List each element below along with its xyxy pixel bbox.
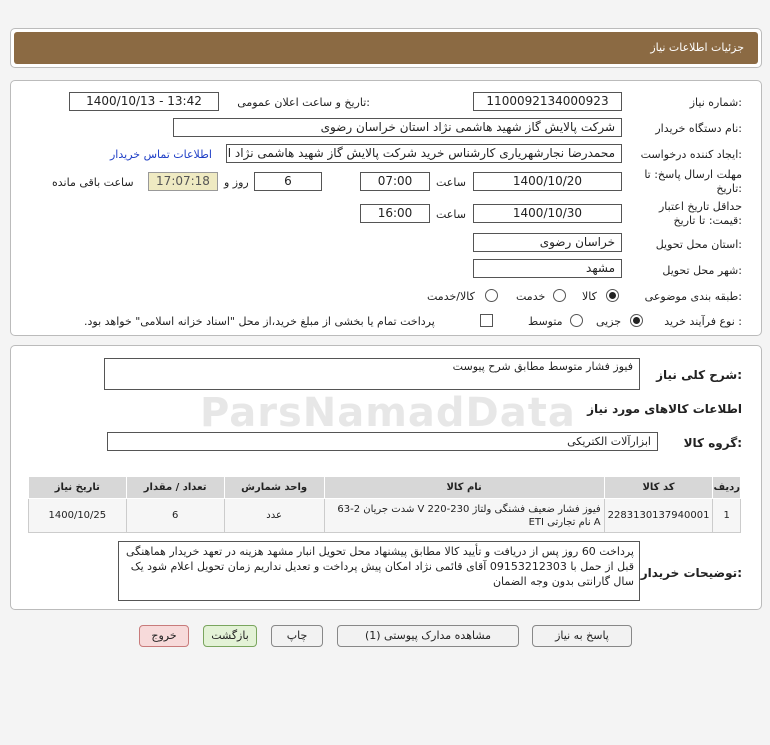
cell-unit: عدد: [224, 499, 324, 533]
city-label: شهر محل تحویل:: [662, 264, 742, 277]
exit-button[interactable]: خروج: [139, 625, 189, 647]
province-label: استان محل تحویل:: [655, 238, 742, 251]
cell-qty: 6: [126, 499, 224, 533]
items-table: [28, 476, 741, 533]
col-qty: تعداد / مقدار: [126, 477, 224, 499]
remaining-label: ساعت باقی مانده: [52, 176, 134, 189]
table-header-row: [29, 477, 741, 499]
deadline-label-2: تاریخ:: [716, 182, 742, 195]
summary-label: شرح کلی نیاز:: [656, 368, 742, 382]
cell-name: فیوز فشار ضعیف فشنگی ولتاژ 230-220 V شدت جریان 2-63 A نام تجارتی ETI: [324, 499, 604, 533]
cell-code: 2283130137940001: [604, 499, 713, 533]
validity-label-1: حداقل تاریخ اعتبار: [658, 200, 742, 213]
back-button[interactable]: بازگشت: [203, 625, 257, 647]
deadline-label-1: مهلت ارسال پاسخ: تا: [644, 168, 742, 181]
process-radio-medium[interactable]: [570, 314, 583, 327]
reply-button[interactable]: پاسخ به نیاز: [532, 625, 632, 647]
table-row: [29, 499, 741, 533]
goods-info-title: اطلاعات کالاهای مورد نیاز: [587, 402, 742, 416]
cell-row: 1: [713, 499, 741, 533]
page-header: [10, 28, 762, 68]
goods-group-field: ابزارآلات الکتریکی: [107, 432, 658, 451]
need-number-label: شماره نیاز:: [689, 96, 742, 109]
category-option-service: خدمت: [516, 290, 546, 303]
category-option-goods: کالا: [582, 290, 597, 303]
attachments-button[interactable]: مشاهده مدارک پیوستی (1): [337, 625, 519, 647]
process-label: نوع فرآیند خرید :: [664, 315, 742, 328]
remaining-time-field: 17:07:18: [148, 172, 218, 191]
category-radio-service[interactable]: [553, 289, 566, 302]
col-name: نام کالا: [324, 477, 604, 499]
requester-label: ایجاد کننده درخواست:: [640, 148, 742, 161]
city-field: مشهد: [473, 259, 622, 278]
col-row: ردیف: [713, 477, 741, 499]
print-button[interactable]: چاپ: [271, 625, 323, 647]
process-option-medium: متوسط: [528, 315, 563, 328]
col-code: کد کالا: [604, 477, 713, 499]
validity-label-2: قیمت: تا تاریخ:: [673, 214, 742, 227]
validity-time-field: 16:00: [360, 204, 430, 223]
deadline-time-field: 07:00: [360, 172, 430, 191]
cell-date: 1400/10/25: [29, 499, 127, 533]
treasury-payment-checkbox[interactable]: [480, 314, 493, 327]
announce-datetime-label: تاریخ و ساعت اعلان عمومی:: [237, 96, 370, 109]
page-title: جزئیات اطلاعات نیاز: [14, 32, 758, 64]
goods-group-label: گروه کالا:: [683, 436, 742, 450]
deadline-time-label: ساعت: [436, 176, 466, 189]
process-radio-minor[interactable]: [630, 314, 643, 327]
deadline-date-field: 1400/10/20: [473, 172, 622, 191]
province-field: خراسان رضوی: [473, 233, 622, 252]
items-table-wrapper: [28, 476, 741, 533]
announce-datetime-field: 1400/10/13 - 13:42: [69, 92, 219, 111]
validity-time-label: ساعت: [436, 208, 466, 221]
deadline-days-field: 6: [254, 172, 322, 191]
days-label: روز و: [224, 176, 249, 189]
buyer-notes-label: توضیحات خریدار:: [640, 566, 742, 580]
summary-field: فیوز فشار متوسط مطابق شرح پیوست: [104, 358, 640, 390]
category-option-goods-service: کالا/خدمت: [427, 290, 475, 303]
need-number-field: 1100092134000923: [473, 92, 622, 111]
buyer-contact-link[interactable]: اطلاعات تماس خریدار: [110, 148, 212, 161]
treasury-payment-note: پرداخت تمام یا بخشی از مبلغ خرید،از محل "اسناد خزانه اسلامی" خواهد بود.: [84, 315, 435, 328]
category-radio-goods[interactable]: [606, 289, 619, 302]
category-label: طبقه بندی موضوعی:: [644, 290, 742, 303]
buyer-org-field: شرکت پالایش گاز شهید هاشمی نژاد استان خراسان رضوی: [173, 118, 622, 137]
category-radio-goods-service[interactable]: [485, 289, 498, 302]
buyer-org-label: نام دستگاه خریدار:: [655, 122, 742, 135]
col-unit: واحد شمارش: [224, 477, 324, 499]
validity-date-field: 1400/10/30: [473, 204, 622, 223]
buyer-notes-field: پرداخت 60 روز پس از دریافت و تأیید کالا مطابق پیشنهاد محل تحویل انبار مشهد هزینه در تعهد خریدار هماهنگی قبل از حمل با 09153212303 آقای قائمی نژاد امکان پیش پرداخت و تعدیل نداریم زمان تحویل اعلام شود یک سال گارانتی بدون وجه الضمان: [118, 541, 640, 601]
requester-field: محمدرضا نجارشهریاری کارشناس خرید شرکت پالایش گاز شهید هاشمی نژاد ا: [226, 144, 622, 163]
process-option-minor: جزیی: [596, 315, 622, 328]
col-date: تاریخ نیاز: [29, 477, 127, 499]
